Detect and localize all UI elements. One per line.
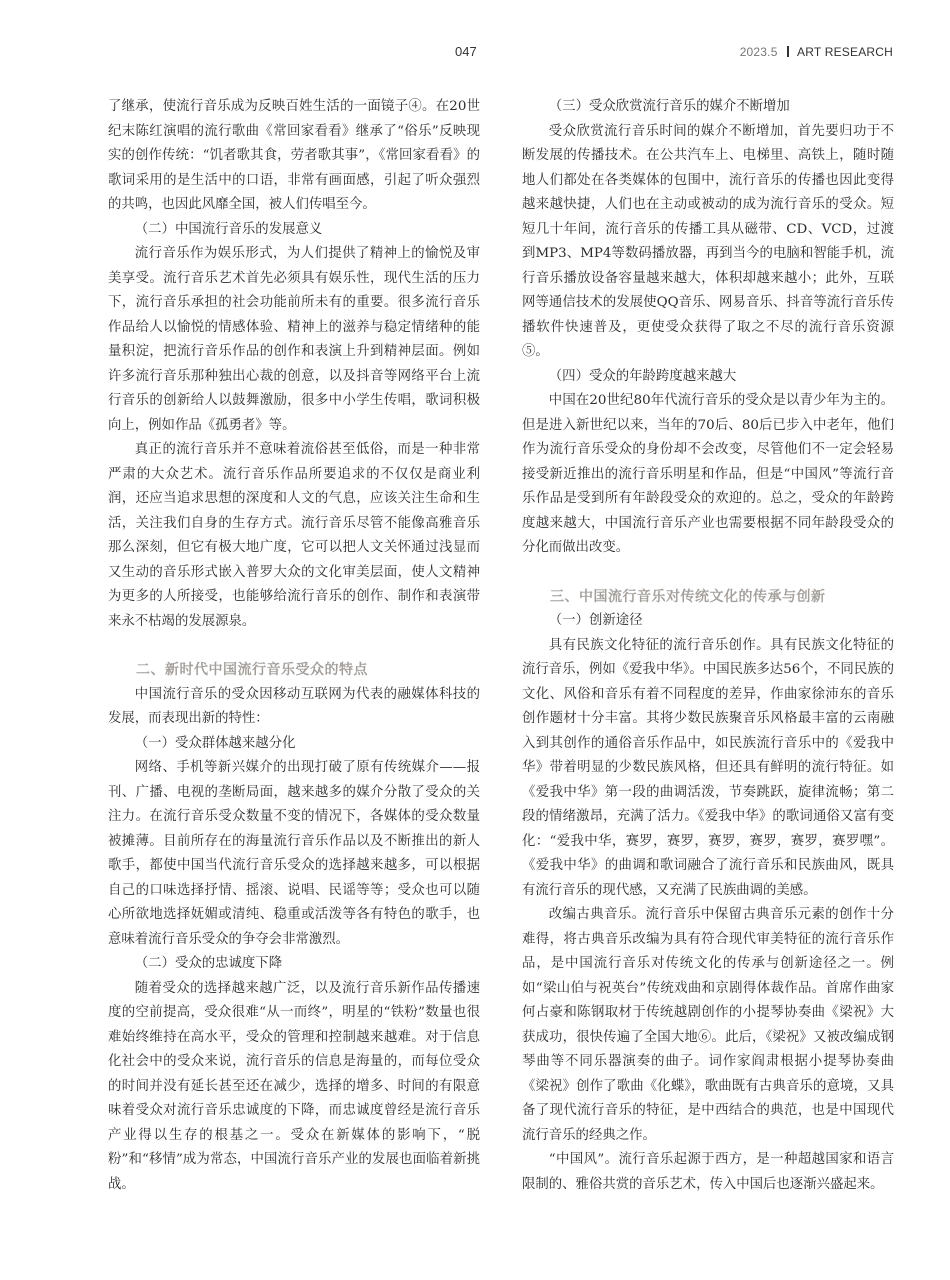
subsection-heading: （二）受众的忠诚度下降 bbox=[134, 956, 283, 971]
page-header bbox=[0, 44, 950, 64]
paragraph: 随着受众的选择越来越广泛，以及流行音乐新作品传播速度的空前提高，受众很难“从一而终”，明星的“铁粉”数量也很难始终维持在高水平，受众的管理和控制越来越难。对于信息化社会中的受众来说，流行音乐的信息是海量的，而每位受众的时间并没有延长甚至还在减少，选择的增多、时间的有限意味着受众对流行音乐忠诚度的下降，而忠诚度曾经是流行音乐产业得以生存的根基之一。受众在新媒体的影响下，“脱粉”和“移情”成为常态，中国流行音乐产业的发展也面临着新挑战。 bbox=[108, 980, 480, 1192]
right-column bbox=[522, 95, 894, 1197]
section-heading: 二、新时代中国流行音乐受众的特点 bbox=[136, 662, 368, 678]
journal-name: ART RESEARCH bbox=[797, 45, 893, 59]
section-heading: 三、中国流行音乐对传统文化的传承与创新 bbox=[550, 588, 826, 605]
paragraph: “中国风”。流行音乐起源于西方，是一种超越国家和语言限制的、雅俗共赏的音乐艺术，传入中国后也逐渐兴盛起来。 bbox=[522, 1152, 894, 1192]
page-number: 047 bbox=[455, 44, 477, 59]
paragraph: 真正的流行音乐并不意味着流俗甚至低俗，而是一种非常严肃的大众艺术。流行音乐作品所要追求的不仅仅是商业利润，还应当追求思想的深度和人文的气息，应该关注生命和生活，关注我们自身的生存方式。流行音乐尽管不能像高雅音乐那么深刻，但它有极大地广度，它可以把人文关怀通过浅显而又生动的音乐形式嵌入普罗大众的文化审美层面，使人文精神为更多的人所接受，也能够给流行音乐的创作、制作和表演带来永不枯竭的发展源泉。 bbox=[108, 442, 480, 629]
paragraph: 中国流行音乐的受众因移动互联网为代表的融媒体科技的发展，而表现出新的特性： bbox=[108, 686, 480, 726]
separator-bar bbox=[787, 46, 789, 57]
paragraph: 改编古典音乐。流行音乐中保留古典音乐元素的创作十分难得，将古典音乐改编为具有符合现代审美特征的流行音乐作品，是中国流行音乐对传统文化的传承与创新途径之一。例如“梁山伯与祝英台”传统戏曲和京剧得体裁作品。首席作曲家何占豪和陈钢取材于传统越剧创作的小提琴协奏曲《梁祝》大获成功，很快传遍了全国大地⑥。此后，《梁祝》又被改编成钢琴曲等不同乐器演奏的曲子。词作家阎肃根据小提琴协奏曲《梁祝》创作了歌曲《化蝶》，歌曲既有古典音乐的意境，又具备了现代流行音乐的特征，是中西结合的典范，也是中国现代流行音乐的经典之作。 bbox=[522, 907, 894, 1143]
paragraph: 了继承，使流行音乐成为反映百姓生活的一面镜子④。在20世纪末陈红演唱的流行歌曲《常回家看看》继承了“俗乐”反映现实的创作传统：“饥者歌其食，劳者歌其事”，《常回家看看》的歌词采用的是生活中的口语，非常有画面感，引起了听众强烈的共鸣，也因此风靡全国，被人们传唱至今。 bbox=[108, 99, 480, 212]
paragraph: 流行音乐作为娱乐形式，为人们提供了精神上的愉悦及审美享受。流行音乐艺术首先必须具有娱乐性，现代生活的压力下，流行音乐承担的社会功能前所未有的重要。很多流行音乐作品给人以愉悦的情感体验、精神上的滋养与稳定情绪种的能量积淀，把流行音乐作品的创作和表演上升到精神层面。例如许多流行音乐那种独出心裁的创意，以及抖音等网络平台上流行音乐的创新给人以鼓舞激励，很多中小学生传唱，歌词积极向上，例如作品《孤勇者》等。 bbox=[108, 246, 480, 433]
paragraph: 中国在20世纪80年代流行音乐的受众是以青少年为主的。但是进入新世纪以来，当年的70后、80后已步入中老年，他们作为流行音乐受众的身份却不会改变，尽管他们不一定会轻易接受新近推出的流行音乐明星和作品，但是“中国风”等流行音乐作品是受到所有年龄段受众的欢迎的。总之，受众的年龄跨度越来越大，中国流行音乐产业也需要根据不同年龄段受众的分化而做出改变。 bbox=[522, 393, 894, 555]
paragraph: 受众欣赏流行音乐时间的媒介不断增加，首先要归功于不断发展的传播技术。在公共汽车上、电梯里、高铁上，随时随地人们都处在各类媒体的包围中，流行音乐的传播也因此变得越来越快捷，人们也在主动或被动的成为流行音乐的受众。短短几十年间，流行音乐的传播工具从磁带、CD、VCD，过渡到MP3、MP4等数码播放器，再到当今的电脑和智能手机，流行音乐播放设备容量越来越大，体积却越来越小；此外，互联网等通信技术的发展使QQ音乐、网易音乐、抖音等流行音乐传播软件快速普及，更使受众获得了取之不尽的流行音乐资源⑤。 bbox=[522, 123, 894, 359]
subsection-heading: （一）受众群体越来越分化 bbox=[134, 735, 296, 751]
running-head bbox=[740, 45, 893, 59]
subsection-heading: （四）受众的年龄跨度越来越大 bbox=[548, 368, 737, 384]
paragraph: 具有民族文化特征的流行音乐创作。具有民族文化特征的流行音乐，例如《爱我中华》。中国民族多达56个，不同民族的文化、风俗和音乐有着不同程度的差异，作曲家徐沛东的音乐创作题材十分丰富。其将少数民族聚音乐风格最丰富的云南融入到其创作的通俗音乐作品中，如民族流行音乐中的《爱我中华》带着明显的少数民族风格，但还具有鲜明的流行特征。如《爱我中华》第一段的曲调活泼，节奏跳跃，旋律流畅；第二段的情绪激昂，充满了活力。《爱我中华》的歌词通俗又富有变化：“爱我中华，赛罗，赛罗，赛罗，赛罗，赛罗，赛罗嘿”。《爱我中华》的曲调和歌词融合了流行音乐和民族曲风，既具有流行音乐的现代感，又充满了民族曲调的美感。 bbox=[522, 637, 894, 898]
left-column bbox=[108, 95, 480, 1197]
subsection-heading: （二）中国流行音乐的发展意义 bbox=[134, 221, 323, 237]
subsection-heading: （一）创新途径 bbox=[548, 613, 643, 628]
subsection-heading: （三）受众欣赏流行音乐的媒介不断增加 bbox=[548, 99, 790, 114]
paragraph: 网络、手机等新兴媒介的出现打破了原有传统媒介——报刊、广播、电视的垄断局面，越来越多的媒介分散了受众的关注力。在流行音乐受众数量不变的情况下，各媒体的受众数量被摊薄。目前所存在的海量流行音乐作品以及不断推出的新人歌手，都使中国当代流行音乐受众的选择越来越多，可以根据自己的口味选择抒情、摇滚、说唱、民谣等等；受众也可以随心所欲地选择妩媚或清纯、稳重或活泼等各有特色的歌手，也意味着流行音乐受众的争夺会非常激烈。 bbox=[108, 760, 480, 947]
year-issue: 2023.5 bbox=[739, 45, 778, 59]
